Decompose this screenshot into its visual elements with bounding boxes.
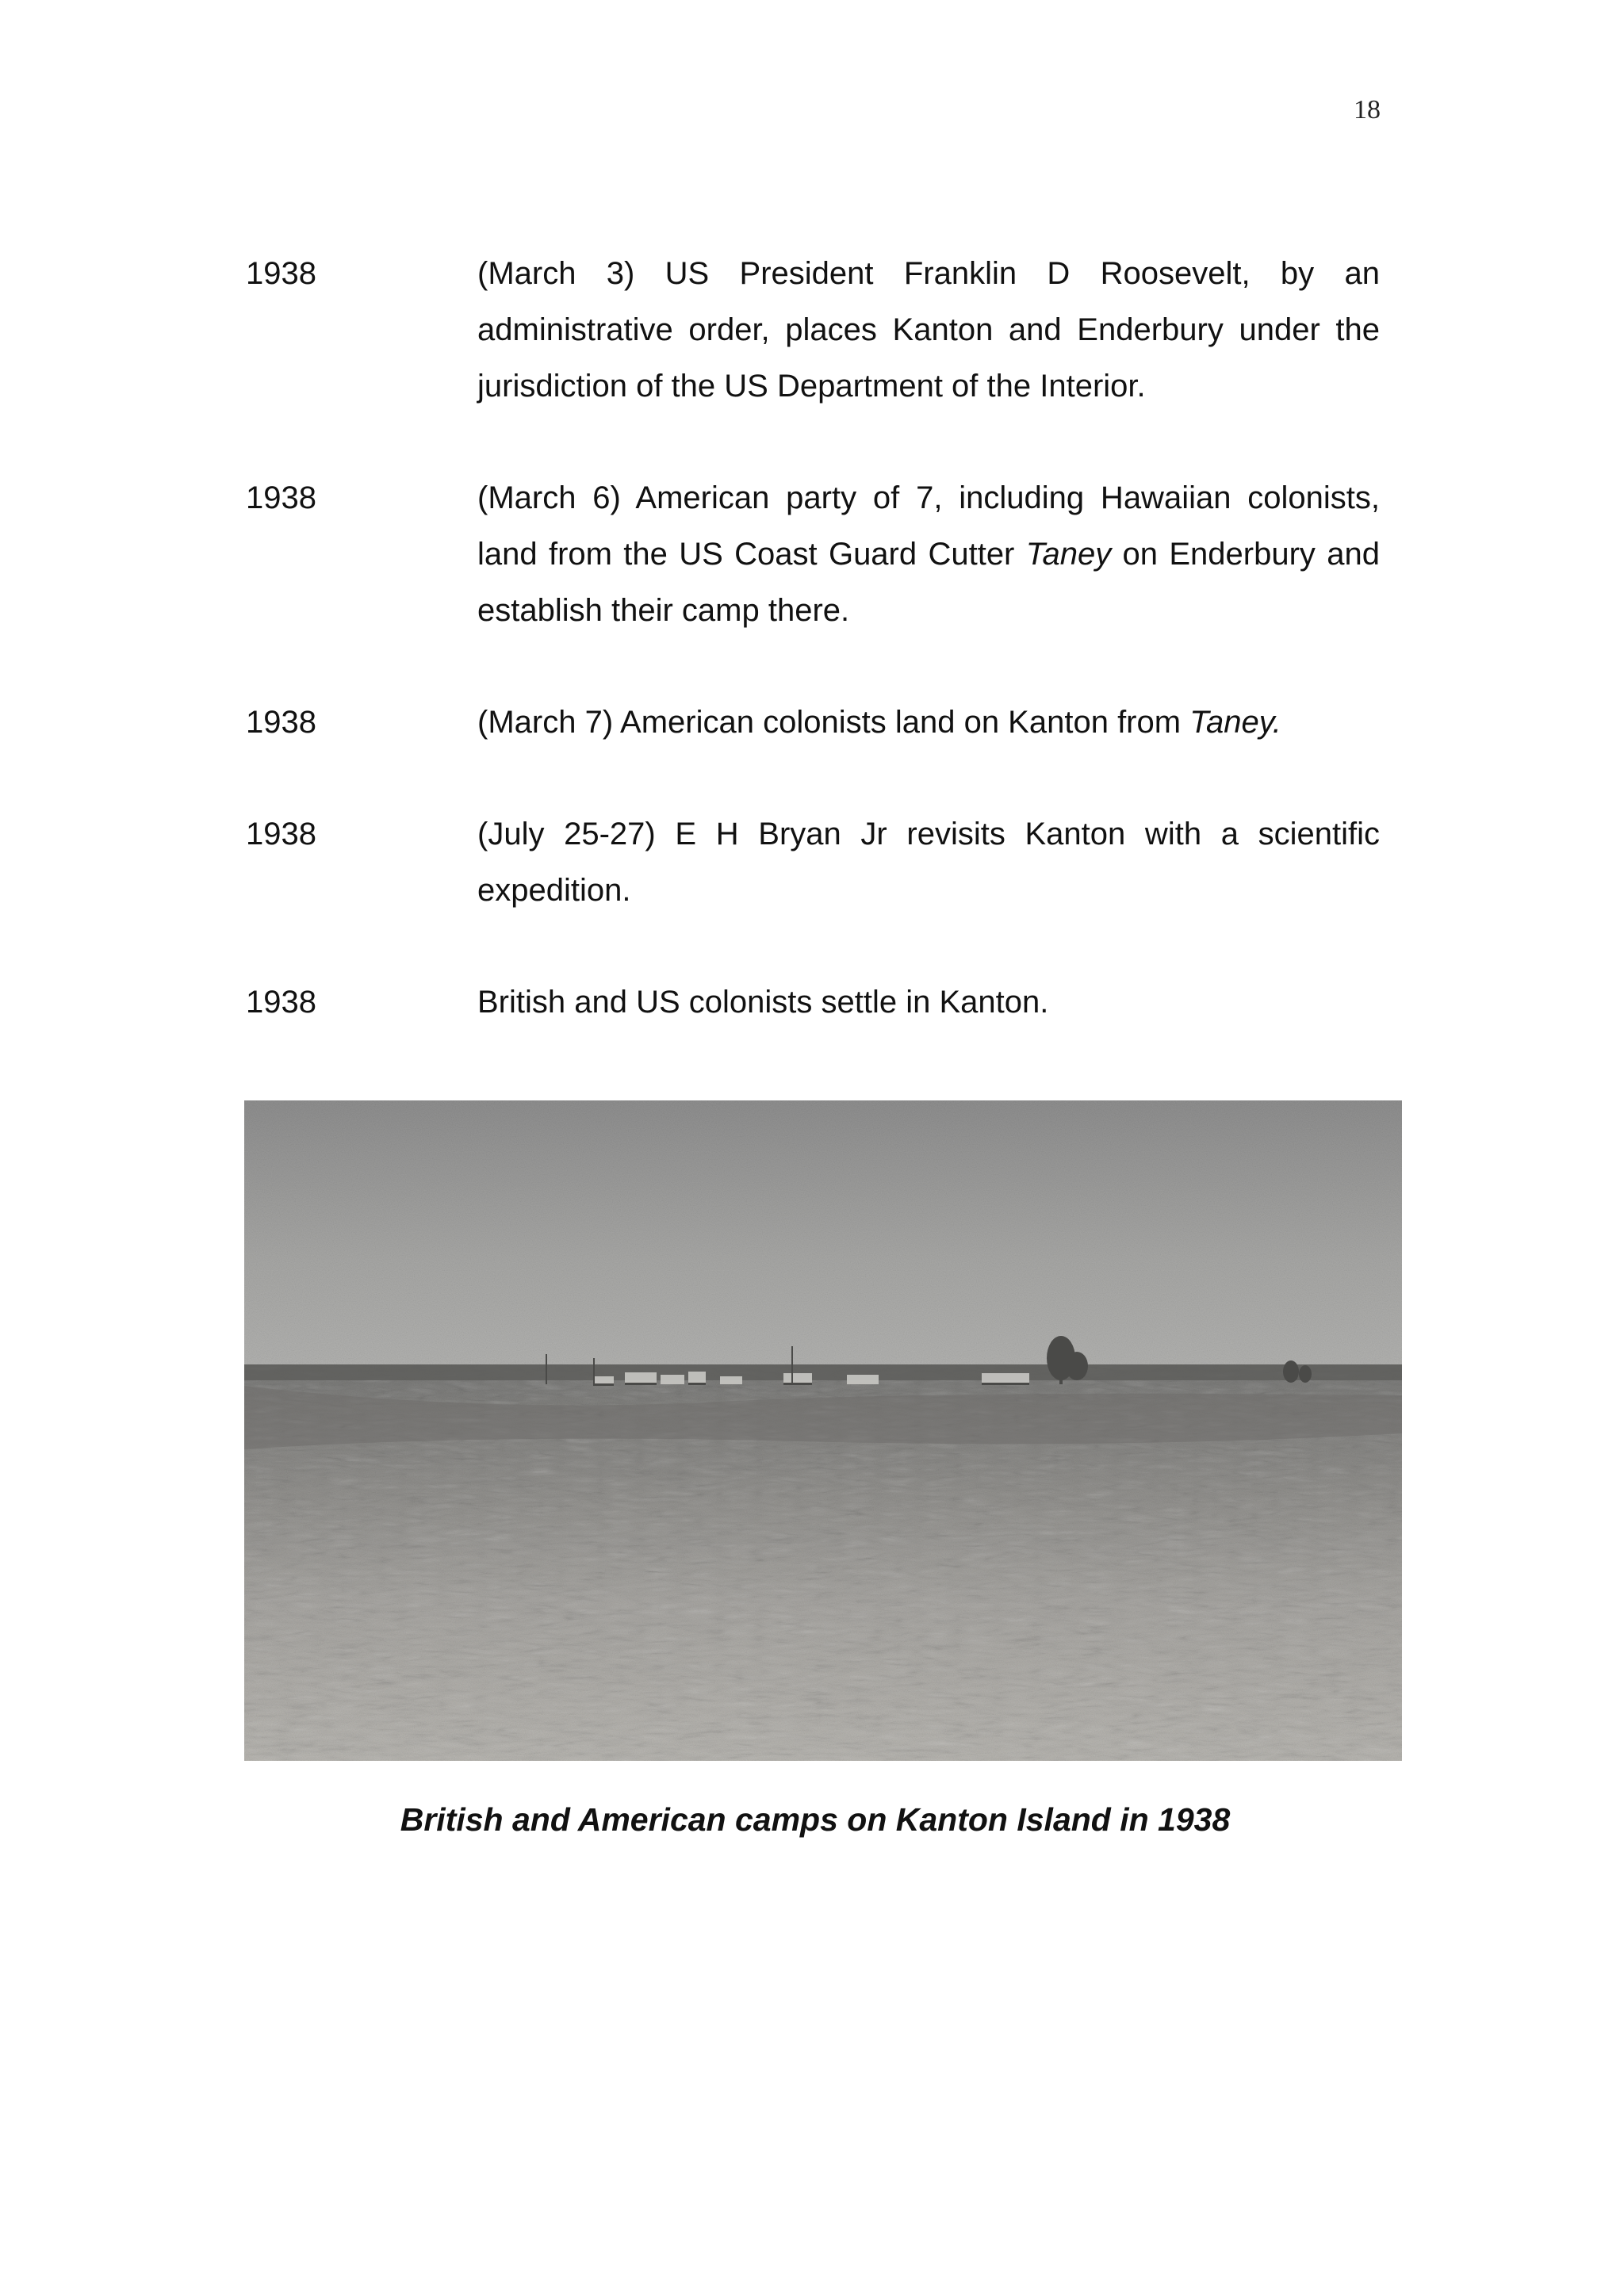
chronology-entry: [246, 470, 1380, 639]
entry-year: 1938: [246, 256, 316, 291]
entry-description: (March 6) American party of 7, including Hawaiian colonists, land from the US Coast Guard Cutter Taney on Enderbury and establish their camp there.: [477, 480, 1380, 628]
entry-description: (March 7) American colonists land on Kanton from Taney.: [477, 705, 1281, 740]
entry-year: 1938: [246, 985, 316, 1020]
page-number: 18: [1354, 95, 1381, 124]
ship-name: Taney.: [1189, 705, 1281, 740]
chronology-list: [246, 246, 1380, 1086]
chronology-entry: [246, 246, 1380, 415]
entry-year: 1938: [246, 817, 316, 851]
photo-illustration: [244, 1100, 1402, 1761]
chronology-entry: [246, 974, 1380, 1031]
entry-description: British and US colonists settle in Kanton.: [477, 985, 1049, 1020]
entry-year: 1938: [246, 705, 316, 740]
kanton-camps-photo: [244, 1100, 1402, 1761]
entry-year: 1938: [246, 480, 316, 515]
chronology-entry: [246, 806, 1380, 919]
entry-description: (March 3) US President Franklin D Roosevelt, by an administrative order, places Kanton and Enderbury under the jurisdiction of the US Department of the Interior.: [477, 256, 1380, 404]
chronology-entry: [246, 695, 1380, 751]
entry-description: (July 25-27) E H Bryan Jr revisits Kanton with a scientific expedition.: [477, 817, 1380, 908]
ship-name: Taney: [1025, 537, 1112, 572]
photo-caption: British and American camps on Kanton Island in 1938: [400, 1801, 1231, 1838]
